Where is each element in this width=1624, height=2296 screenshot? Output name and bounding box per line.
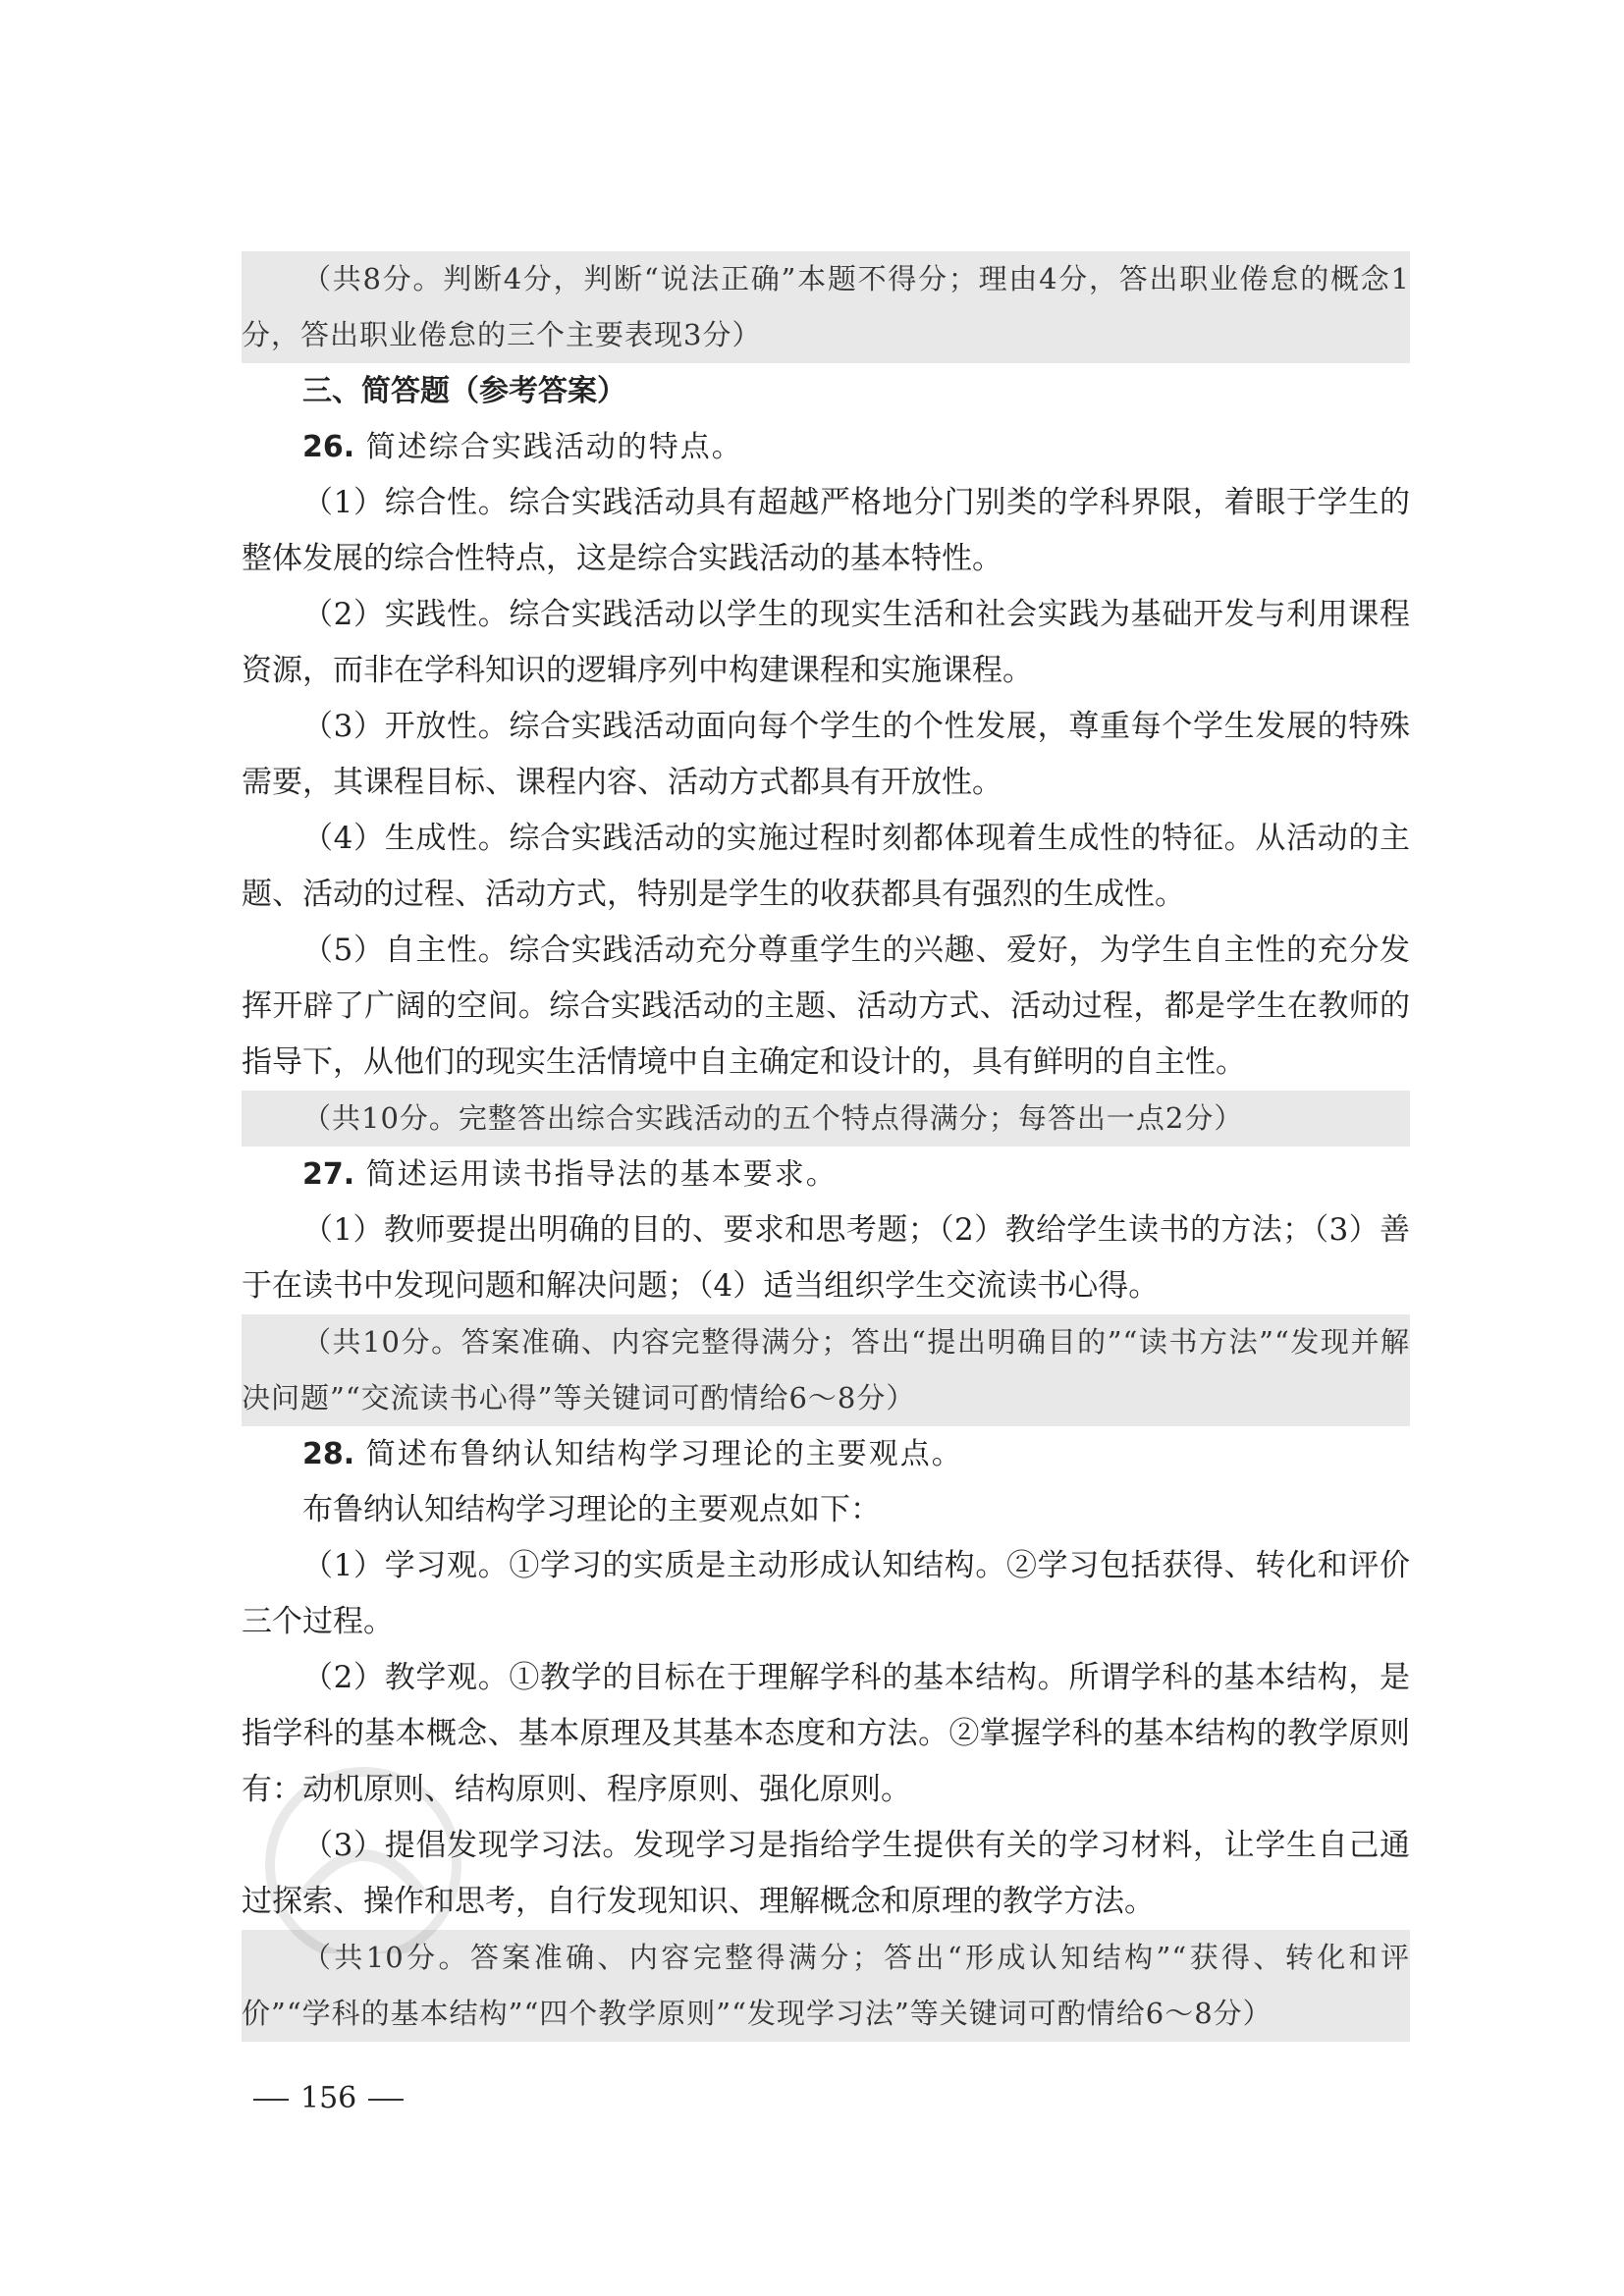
- answer-paragraph: （4）生成性。综合实践活动的实施过程时刻都体现着生成性的特征。从活动的主题、活动的过程、活动方式，特别是学生的收获都具有强烈的生成性。: [242, 821, 1410, 912]
- scoring-note: （共10分。完整答出综合实践活动的五个特点得满分；每答出一点2分）: [242, 1091, 1410, 1147]
- answer-paragraph: （3）开放性。综合实践活动面向每个学生的个性发展，尊重每个学生发展的特殊需要，其课程目标、课程内容、活动方式都具有开放性。: [242, 709, 1410, 800]
- question-text: 简述综合实践活动的特点。: [365, 430, 743, 464]
- question-text: 简述运用读书指导法的基本要求。: [365, 1157, 838, 1192]
- answer-paragraph: （2）教学观。①教学的目标在于理解学科的基本结构。所谓学科的基本结构，是指学科的基本概念、基本原理及其基本态度和方法。②掌握学科的基本结构的教学原则有：动机原则、结构原则、程序原则、强化原则。: [242, 1660, 1410, 1807]
- scoring-note: （共8分。判断4分，判断“说法正确”本题不得分；理由4分，答出职业倦怠的概念1分，答出职业倦怠的三个主要表现3分）: [242, 251, 1410, 363]
- answer-paragraph: （1）教师要提出明确的目的、要求和思考题；（2）教给学生读书的方法；（3）善于在读书中发现问题和解决问题；（4）适当组织学生交流读书心得。: [242, 1212, 1410, 1304]
- scoring-note: （共10分。答案准确、内容完整得满分；答出“提出明确目的”“读书方法”“发现并解决问题”“交流读书心得”等关键词可酌情给6～8分）: [242, 1314, 1410, 1426]
- answer-paragraph: （5）自主性。综合实践活动充分尊重学生的兴趣、爱好，为学生自主性的充分发挥开辟了广阔的空间。综合实践活动的主题、活动方式、活动过程，都是学生在教师的指导下，从他们的现实生活情境中自主确定和设计的，具有鲜明的自主性。: [242, 933, 1410, 1080]
- section-heading: 三、简答题（参考答案）: [302, 374, 626, 408]
- answer-paragraph: （1）综合性。综合实践活动具有超越严格地分门别类的学科界限，着眼于学生的整体发展的综合性特点，这是综合实践活动的基本特性。: [242, 485, 1410, 576]
- answer-paragraph: （2）实践性。综合实践活动以学生的现实生活和社会实践为基础开发与利用课程资源，而非在学科知识的逻辑序列中构建课程和实施课程。: [242, 597, 1410, 688]
- page-footer: [242, 2079, 415, 2118]
- question-text: 简述布鲁纳认知结构学习理论的主要观点。: [365, 1437, 963, 1471]
- footer-dash-right: [368, 2099, 404, 2101]
- answer-paragraph: 布鲁纳认知结构学习理论的主要观点如下：: [302, 1492, 881, 1527]
- answer-paragraph: （3）提倡发现学习法。发现学习是指给学生提供有关的学习材料，让学生自己通过探索、操作和思考，自行发现知识、理解概念和原理的教学方法。: [242, 1828, 1410, 1919]
- question-number: 27.: [302, 1157, 355, 1192]
- question-title: [242, 1147, 1410, 1202]
- question-number: 26.: [302, 430, 355, 464]
- page-number: 156: [300, 2081, 357, 2115]
- question-title: [242, 419, 1410, 475]
- answer-paragraph: （1）学习观。①学习的实质是主动形成认知结构。②学习包括获得、转化和评价三个过程。: [242, 1548, 1410, 1639]
- scoring-note: （共10分。答案准确、内容完整得满分；答出“形成认知结构”“获得、转化和评价”“学科的基本结构”“四个教学原则”“发现学习法”等关键词可酌情给6～8分）: [242, 1930, 1410, 2042]
- footer-dash-left: [253, 2099, 289, 2101]
- question-number: 28.: [302, 1437, 355, 1471]
- page-content: [242, 251, 1410, 2042]
- question-title: [242, 1426, 1410, 1482]
